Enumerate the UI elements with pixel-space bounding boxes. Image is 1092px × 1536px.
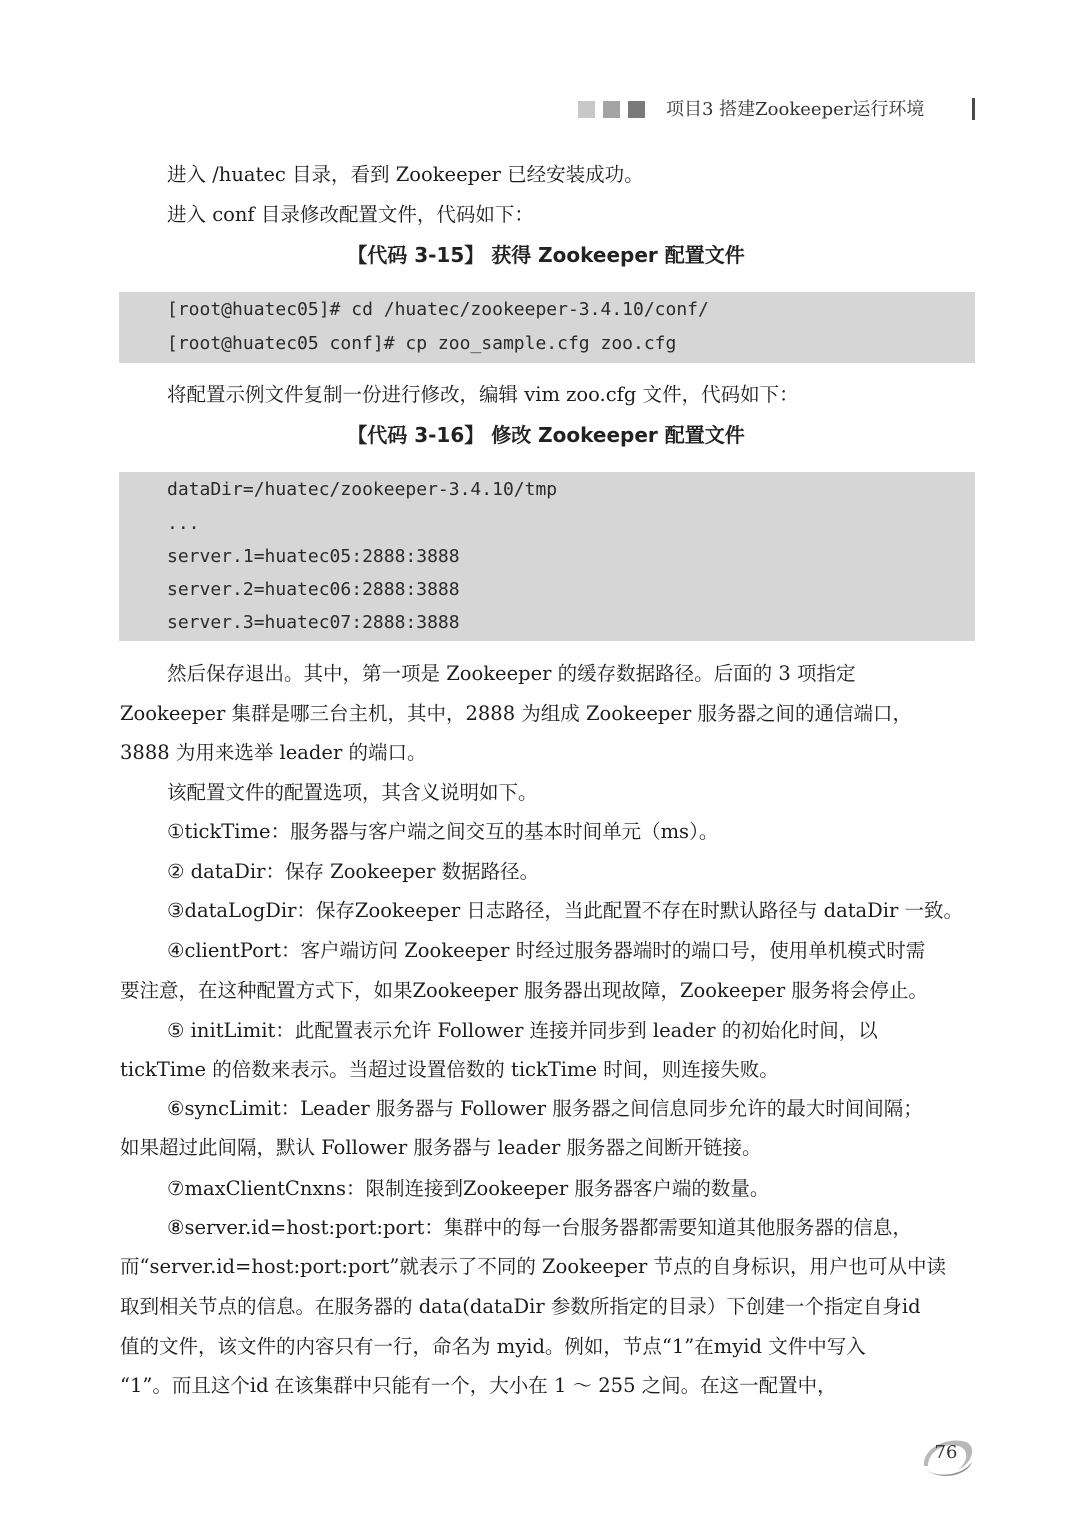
body-line: tickTime 的倍数来表示。当超过设置倍数的 tickTime 时间，则连接失败。 <box>120 1058 779 1081</box>
body-line: 值的文件，该文件的内容只有一行，命名为 myid。例如，节点“1”在myid 文件中写入 <box>120 1335 866 1358</box>
intro-line-2: 进入 conf 目录修改配置文件，代码如下： <box>167 203 534 226</box>
body-line: ③dataLogDir：保存Zookeeper 日志路径，当此配置不存在时默认路径与 dataDir 一致。 <box>167 899 964 922</box>
page-number: 76 <box>934 1442 958 1463</box>
code-line: server.3=huatec07:2888:3888 <box>167 612 460 633</box>
intro-line-1: 进入 /huatec 目录，看到 Zookeeper 已经安装成功。 <box>167 163 644 186</box>
body-line: 该配置文件的配置选项，其含义说明如下。 <box>167 781 538 804</box>
body-line: ⑥syncLimit：Leader 服务器与 Follower 服务器之间信息同步允许的最大时间间隔； <box>167 1097 923 1120</box>
code-line: server.2=huatec06:2888:3888 <box>167 579 460 600</box>
header-bar <box>972 98 975 120</box>
code-block-3-16 <box>119 472 975 641</box>
code-caption-3-15: 【代码 3-15】 获得 Zookeeper 配置文件 <box>347 243 745 267</box>
header-title: 项目3 搭建Zookeeper运行环境 <box>666 99 925 120</box>
code-line: [root@huatec05 conf]# cp zoo_sample.cfg zoo.cfg <box>167 333 677 354</box>
header-square-mid <box>603 101 620 118</box>
page-number-badge <box>918 1432 978 1480</box>
header-square-light <box>578 101 595 118</box>
code-line: ... <box>167 513 200 534</box>
code-caption-3-16: 【代码 3-16】 修改 Zookeeper 配置文件 <box>347 423 745 447</box>
code-line: dataDir=/huatec/zookeeper-3.4.10/tmp <box>167 479 558 500</box>
code-block-3-15 <box>119 292 975 363</box>
code-line: server.1=huatec05:2888:3888 <box>167 546 460 567</box>
body-line: “1”。而且这个id 在该集群中只能有一个，大小在 1 ～ 255 之间。在这一配置中， <box>120 1374 837 1397</box>
body-line: ④clientPort：客户端访问 Zookeeper 时经过服务器端时的端口号，使用单机模式时需 <box>167 939 926 962</box>
body-line: Zookeeper 集群是哪三台主机，其中，2888 为组成 Zookeeper 服务器之间的通信端口， <box>120 702 912 725</box>
code-line: [root@huatec05]# cd /huatec/zookeeper-3.4.10/conf/ <box>167 299 709 320</box>
body-line: 而“server.id=host:port:port”就表示了不同的 Zookeeper 节点的自身标识，用户也可从中读 <box>120 1255 947 1278</box>
body-line: ⑤ initLimit：此配置表示允许 Follower 连接并同步到 leader 的初始化时间，以 <box>167 1019 878 1042</box>
body-line: 然后保存退出。其中，第一项是 Zookeeper 的缓存数据路径。后面的 3 项指定 <box>167 662 856 685</box>
header-square-dark <box>628 101 645 118</box>
body-line: ⑧server.id=host:port:port：集群中的每一台服务器都需要知道其他服务器的信息， <box>167 1216 912 1239</box>
body-line: ② dataDir：保存 Zookeeper 数据路径。 <box>167 860 540 883</box>
running-header <box>578 97 988 125</box>
body-line: 要注意，在这种配置方式下，如果Zookeeper 服务器出现故障，Zookeeper 服务将会停止。 <box>120 979 928 1002</box>
body-line: ⑦maxClientCnxns：限制连接到Zookeeper 服务器客户端的数量。 <box>167 1177 770 1200</box>
body-line: 3888 为用来选举 leader 的端口。 <box>120 741 427 764</box>
body-line: ①tickTime：服务器与客户端之间交互的基本时间单元（ms）。 <box>167 820 719 843</box>
mid-text: 将配置示例文件复制一份进行修改，编辑 vim zoo.cfg 文件，代码如下： <box>167 383 799 406</box>
body-line: 取到相关节点的信息。在服务器的 data(dataDir 参数所指定的目录）下创建一个指定自身id <box>120 1295 921 1318</box>
body-line: 如果超过此间隔，默认 Follower 服务器与 leader 服务器之间断开链接。 <box>120 1136 762 1159</box>
